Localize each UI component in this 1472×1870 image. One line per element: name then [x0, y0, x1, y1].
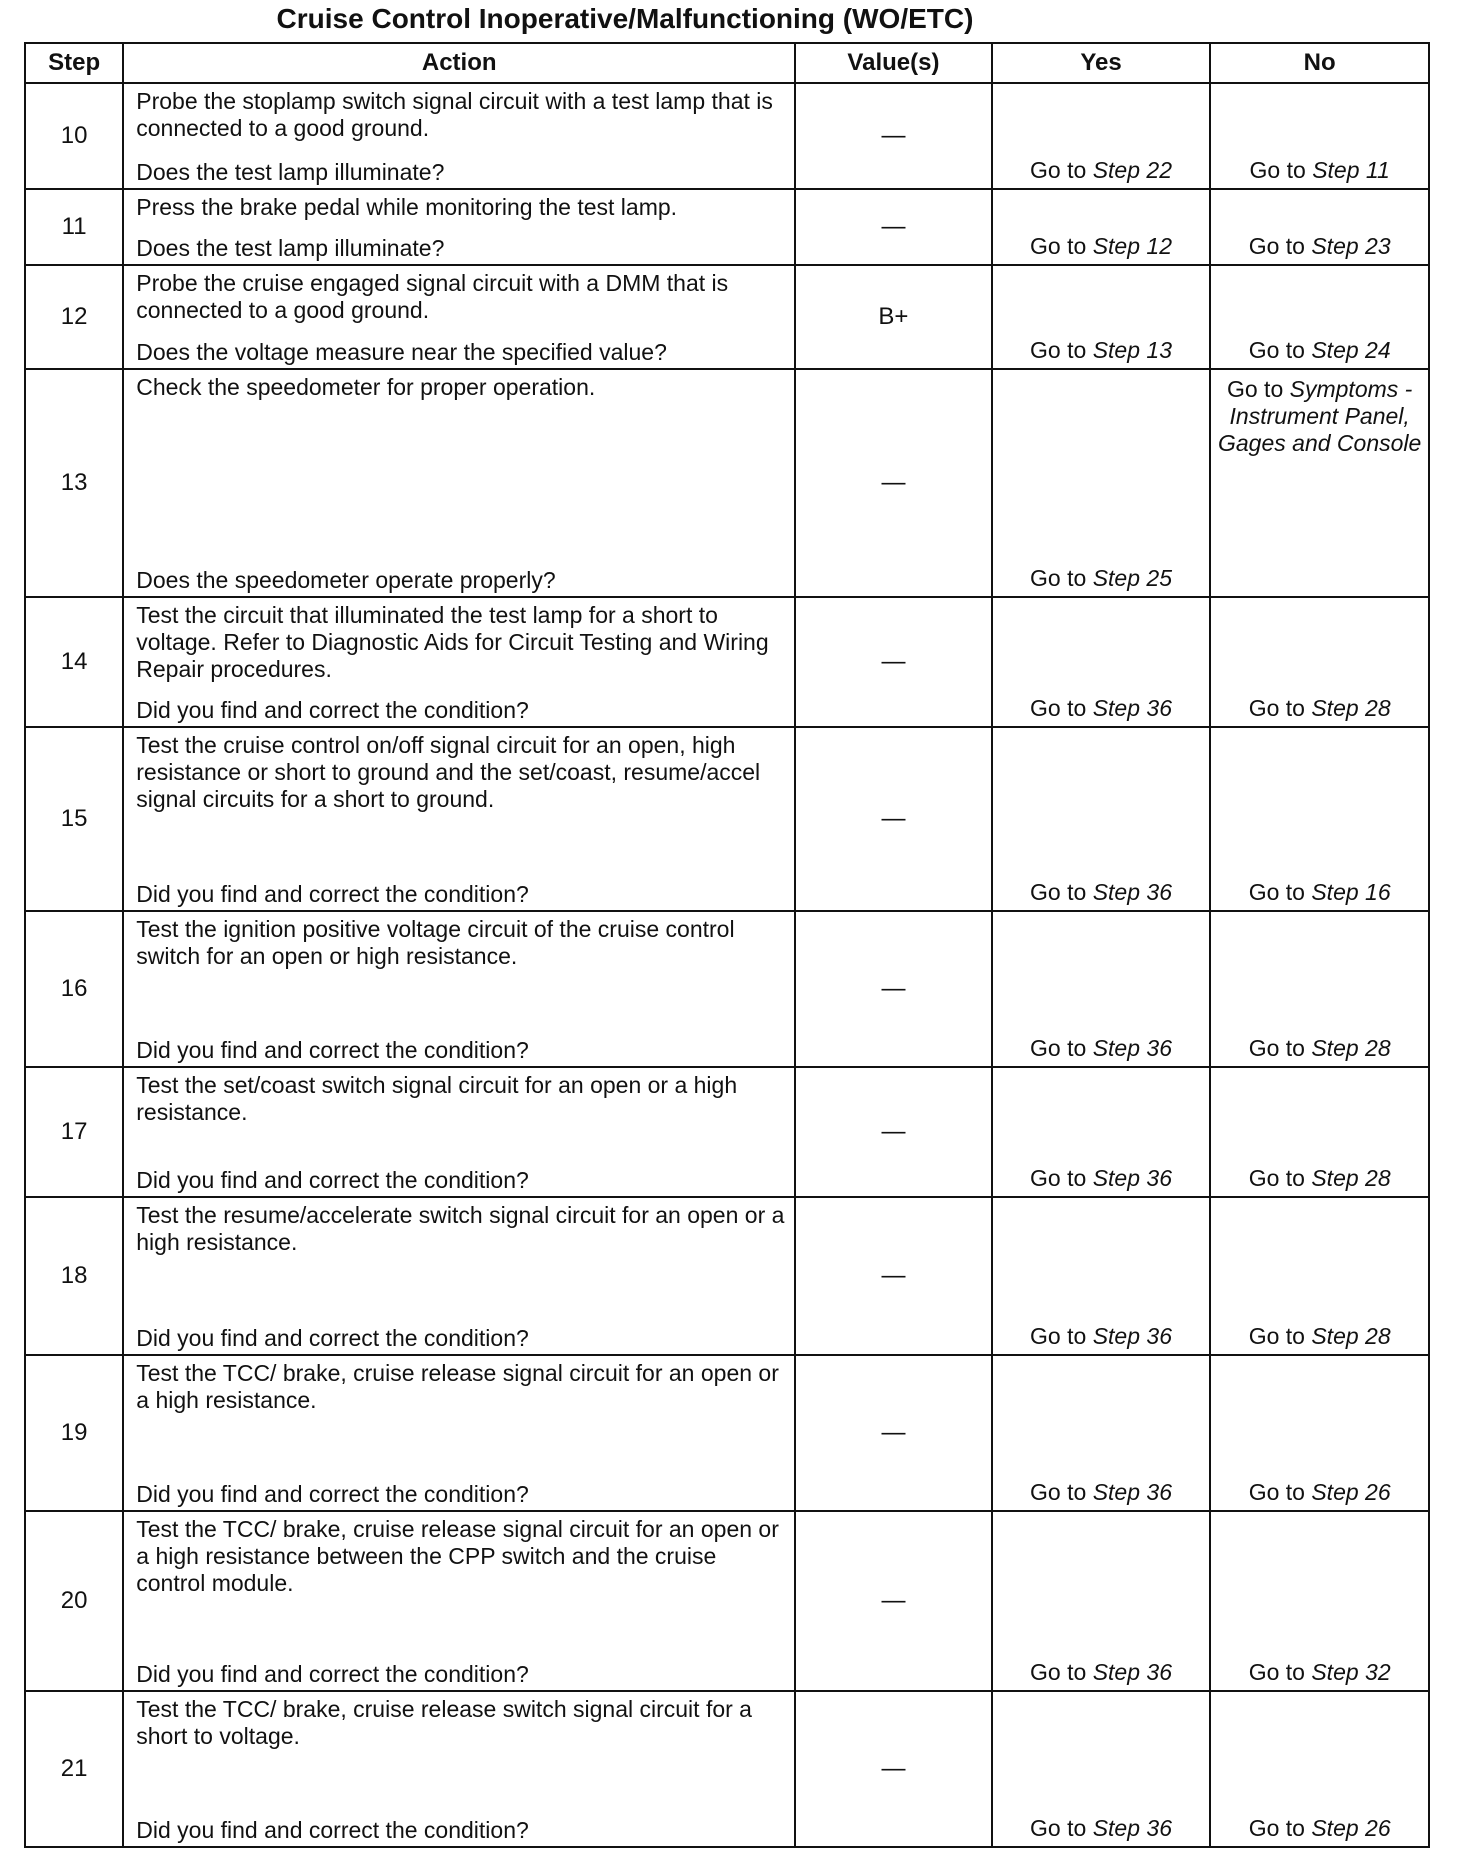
action-question: Does the test lamp illuminate?	[136, 235, 445, 261]
value-cell: —	[795, 1511, 992, 1691]
yes-cell	[992, 1691, 1211, 1847]
table-row	[25, 189, 1429, 265]
yes-cell	[992, 597, 1211, 727]
no-goto-step: Step 23	[1311, 233, 1391, 259]
action-cell	[123, 1355, 795, 1511]
action-cell	[123, 911, 795, 1067]
table-row	[25, 1355, 1429, 1511]
no-cell	[1210, 597, 1429, 727]
header-no: No	[1210, 43, 1429, 83]
action-cell	[123, 369, 795, 597]
action-question: Does the speedometer operate properly?	[136, 567, 556, 593]
goto-prefix: Go to	[1030, 879, 1087, 905]
action-cell	[123, 597, 795, 727]
step-number: 20	[25, 1511, 123, 1691]
action-instruction: Test the resume/accelerate switch signal circuit for an open or a high resistance.	[136, 1202, 785, 1255]
action-question: Did you find and correct the condition?	[136, 1661, 529, 1687]
step-number: 14	[25, 597, 123, 727]
action-question: Does the voltage measure near the specified value?	[136, 339, 667, 365]
no-goto-step: Step 16	[1311, 879, 1391, 905]
no-cell	[1210, 83, 1429, 189]
value-cell: —	[795, 1197, 992, 1355]
action-instruction: Test the ignition positive voltage circuit of the cruise control switch for an open or high resistance.	[136, 916, 735, 969]
goto-prefix: Go to	[1248, 1165, 1305, 1191]
no-cell	[1210, 911, 1429, 1067]
step-number: 16	[25, 911, 123, 1067]
yes-goto-step: Step 36	[1092, 1815, 1172, 1841]
action-instruction: Probe the stoplamp switch signal circuit with a test lamp that is connected to a good ground.	[136, 88, 773, 141]
goto-prefix: Go to	[1248, 1035, 1305, 1061]
action-question: Did you find and correct the condition?	[136, 697, 529, 723]
no-goto-step: Step 11	[1312, 157, 1390, 183]
value-cell: B+	[795, 265, 992, 369]
action-instruction: Test the set/coast switch signal circuit for an open or a high resistance.	[136, 1072, 738, 1125]
table-row	[25, 727, 1429, 911]
step-number: 11	[25, 189, 123, 265]
step-number: 10	[25, 83, 123, 189]
action-instruction: Test the cruise control on/off signal circuit for an open, high resistance or short to ground and the set/coast, resume/accel signal circuits for a short to ground.	[136, 732, 761, 812]
yes-cell	[992, 189, 1211, 265]
action-cell	[123, 1511, 795, 1691]
goto-prefix: Go to	[1248, 1815, 1305, 1841]
no-cell	[1210, 1067, 1429, 1197]
no-cell	[1210, 369, 1429, 597]
yes-goto-step: Step 36	[1092, 695, 1172, 721]
goto-prefix: Go to	[1226, 376, 1284, 402]
action-cell	[123, 83, 795, 189]
goto-prefix: Go to	[1030, 565, 1087, 591]
table-row	[25, 83, 1429, 189]
value-cell: —	[795, 911, 992, 1067]
action-cell	[123, 727, 795, 911]
action-question: Did you find and correct the condition?	[136, 881, 529, 907]
action-cell	[123, 1197, 795, 1355]
table-header-row	[25, 43, 1429, 83]
table-row	[25, 597, 1429, 727]
step-number: 15	[25, 727, 123, 911]
page-title: Cruise Control Inoperative/Malfunctioning (WO/ETC)	[276, 3, 974, 34]
goto-prefix: Go to	[1248, 337, 1305, 363]
no-cell	[1210, 1691, 1429, 1847]
yes-goto-step: Step 36	[1092, 1479, 1172, 1505]
no-goto-step: Step 28	[1311, 1165, 1391, 1191]
goto-prefix: Go to	[1030, 1035, 1087, 1061]
diagnostic-table	[24, 42, 1430, 1848]
action-cell	[123, 1067, 795, 1197]
goto-prefix: Go to	[1248, 1479, 1305, 1505]
value-cell: —	[795, 369, 992, 597]
table-row	[25, 1067, 1429, 1197]
goto-prefix: Go to	[1248, 879, 1305, 905]
no-goto-step: Step 32	[1311, 1659, 1391, 1685]
goto-prefix: Go to	[1030, 695, 1087, 721]
goto-prefix: Go to	[1030, 233, 1087, 259]
action-instruction: Test the TCC/ brake, cruise release signal circuit for an open or a high resistance.	[136, 1360, 779, 1413]
action-instruction: Test the TCC/ brake, cruise release switch signal circuit for a short to voltage.	[136, 1696, 752, 1749]
header-step: Step	[25, 43, 123, 83]
action-instruction: Test the circuit that illuminated the test lamp for a short to voltage. Refer to Diagnostic Aids for Circuit Testing and Wiring Repair procedures.	[136, 602, 769, 682]
step-number: 21	[25, 1691, 123, 1847]
step-number: 17	[25, 1067, 123, 1197]
action-instruction: Test the TCC/ brake, cruise release signal circuit for an open or a high resistance between the CPP switch and the cruise control module.	[136, 1516, 779, 1596]
no-goto-step: Step 28	[1311, 695, 1391, 721]
goto-prefix: Go to	[1030, 1659, 1087, 1685]
header-values: Value(s)	[795, 43, 992, 83]
yes-goto-step: Step 25	[1092, 565, 1172, 591]
action-question: Did you find and correct the condition?	[136, 1037, 529, 1063]
action-question: Did you find and correct the condition?	[136, 1167, 529, 1193]
value-cell: —	[795, 83, 992, 189]
goto-prefix: Go to	[1030, 1323, 1087, 1349]
step-number: 18	[25, 1197, 123, 1355]
no-goto-step: Step 26	[1311, 1815, 1391, 1841]
step-number: 12	[25, 265, 123, 369]
goto-prefix: Go to	[1030, 157, 1087, 183]
yes-goto-step: Step 36	[1092, 1035, 1172, 1061]
no-cell	[1210, 727, 1429, 911]
no-goto-step: Symptoms - Instrument Panel, Gages and Console	[1218, 376, 1422, 456]
goto-prefix: Go to	[1248, 1659, 1305, 1685]
no-goto-step: Step 28	[1311, 1323, 1391, 1349]
goto-prefix: Go to	[1248, 233, 1305, 259]
table-row	[25, 911, 1429, 1067]
no-cell	[1210, 265, 1429, 369]
action-question: Does the test lamp illuminate?	[136, 159, 445, 185]
no-cell	[1210, 189, 1429, 265]
yes-cell	[992, 1355, 1211, 1511]
action-question: Did you find and correct the condition?	[136, 1325, 529, 1351]
goto-prefix: Go to	[1248, 695, 1305, 721]
action-question: Did you find and correct the condition?	[136, 1481, 529, 1507]
yes-cell	[992, 1197, 1211, 1355]
yes-goto-step: Step 36	[1092, 1659, 1172, 1685]
action-instruction: Check the speedometer for proper operation.	[136, 374, 596, 400]
value-cell: —	[795, 597, 992, 727]
value-cell: —	[795, 1355, 992, 1511]
header-action: Action	[123, 43, 795, 83]
yes-goto-step: Step 36	[1092, 1323, 1172, 1349]
yes-goto-step: Step 22	[1092, 157, 1172, 183]
yes-cell	[992, 1067, 1211, 1197]
no-goto-step: Step 26	[1311, 1479, 1391, 1505]
yes-cell	[992, 83, 1211, 189]
goto-prefix: Go to	[1030, 1165, 1087, 1191]
table-row	[25, 369, 1429, 597]
action-cell	[123, 265, 795, 369]
goto-prefix: Go to	[1030, 1479, 1087, 1505]
action-instruction: Probe the cruise engaged signal circuit with a DMM that is connected to a good ground.	[136, 270, 729, 323]
step-number: 13	[25, 369, 123, 597]
goto-prefix: Go to	[1249, 157, 1306, 183]
yes-goto-step: Step 13	[1092, 337, 1172, 363]
action-cell	[123, 1691, 795, 1847]
step-number: 19	[25, 1355, 123, 1511]
action-instruction: Press the brake pedal while monitoring the test lamp.	[136, 194, 678, 220]
yes-cell	[992, 727, 1211, 911]
table-row	[25, 1197, 1429, 1355]
yes-cell	[992, 369, 1211, 597]
yes-cell	[992, 1511, 1211, 1691]
value-cell: —	[795, 1067, 992, 1197]
table-row	[25, 1511, 1429, 1691]
yes-cell	[992, 911, 1211, 1067]
yes-goto-step: Step 36	[1092, 1165, 1172, 1191]
no-cell	[1210, 1511, 1429, 1691]
value-cell: —	[795, 1691, 992, 1847]
goto-prefix: Go to	[1030, 1815, 1087, 1841]
yes-goto-step: Step 12	[1092, 233, 1172, 259]
table-row	[25, 1691, 1429, 1847]
action-cell	[123, 189, 795, 265]
yes-goto-step: Step 36	[1092, 879, 1172, 905]
goto-prefix: Go to	[1030, 337, 1087, 363]
header-yes: Yes	[992, 43, 1211, 83]
action-question: Did you find and correct the condition?	[136, 1817, 529, 1843]
table-row	[25, 265, 1429, 369]
goto-prefix: Go to	[1248, 1323, 1305, 1349]
no-cell	[1210, 1355, 1429, 1511]
no-cell	[1210, 1197, 1429, 1355]
no-goto-step: Step 28	[1311, 1035, 1391, 1061]
value-cell: —	[795, 727, 992, 911]
yes-cell	[992, 265, 1211, 369]
value-cell: —	[795, 189, 992, 265]
no-goto-step: Step 24	[1311, 337, 1391, 363]
